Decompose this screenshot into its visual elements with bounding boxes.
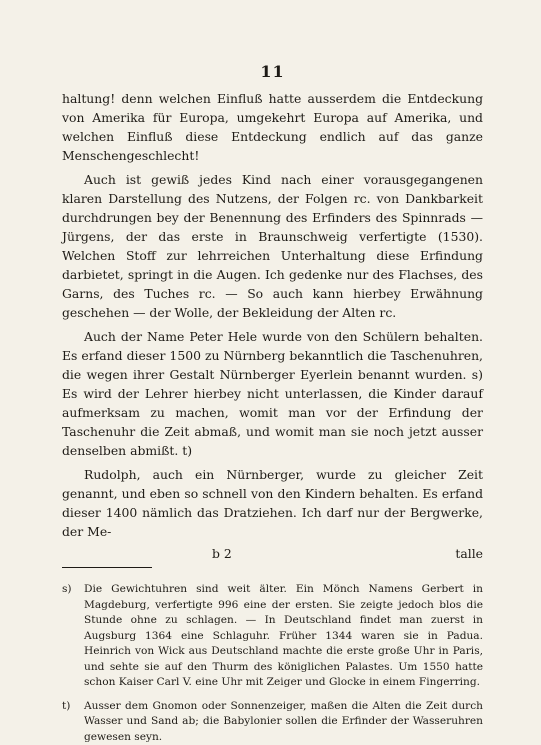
footnote-t — [62, 699, 483, 745]
paragraph-1: haltung! denn welchen Einfluß hatte ausserdem die Entdeckung von Amerika für Europa, umgekehrt Europa auf Amerika, und welchen Einfluß diese Entdeckung endlich auf das ganze Menschengeschlecht! — [62, 89, 483, 165]
footnote-marker: s) — [62, 582, 84, 598]
paragraph-2: Auch ist gewiß jedes Kind nach einer vorausgegangenen klaren Darstellung des Nutzens, der Folgen rc. von Dankbarkeit durchdrungen bey der Benennung des Erfinders des Spinnrads — Jürgens, der das erste in Braunschweig verfertigte (1530). Welchen Stoff zur lehrreichen Unterhaltung diese Erfindung darbietet, springt in die Augen. Ich gedenke nur des Flachses, des Garns, des Tuches rc. — So auch kann hierbey Erwähnung geschehen — der Wolle, der Bekleidung der Alten rc. — [62, 170, 483, 322]
footnote-marker: t) — [62, 699, 84, 715]
footnote-s — [62, 582, 483, 691]
paragraph-3: Auch der Name Peter Hele wurde von den Schülern behalten. Es erfand dieser 1500 zu Nürnberg bekanntlich die Taschenuhren, die wegen ihrer Gestalt Nürnberger Eyerlein benannt wurden. s) Es wird der Lehrer hierbey nicht unterlassen, die Kinder darauf aufmerksam zu machen, womit man vor der Erfindung der Taschenuhr die Zeit abmaß, und womit man sie noch jetzt ausser denselben abmißt. t) — [62, 327, 483, 460]
page-footer-line — [62, 546, 483, 561]
footnote-text: Die Gewichtuhren sind weit älter. Ein Mönch Namens Gerbert in Magdeburg, verfertigte 996 eine der ersten. Sie zeigte jedoch blos die Stunde ohne zu schlagen. — In Deutschland findet man zuerst in Augsburg 1364 eine Schlaguhr. Früher 1344 waren sie in Padua. Heinrich von Wick aus Deutschland machte die erste große Uhr in Paris, und sehte sie auf den Thurm des königlichen Palastes. Um 1550 hatte schon Kaiser Carl V. eine Uhr mit Zeiger und Glocke in einem Fingerring. — [84, 583, 483, 688]
footnote-text: Ausser dem Gnomon oder Sonnenzeiger, maßen die Alten die Zeit durch Wasser und Sand ab; die Babylonier sollen die Erfinder der Wasseruhren gewesen seyn. — [84, 700, 483, 743]
main-text — [62, 89, 483, 541]
paragraph-4: Rudolph, auch ein Nürnberger, wurde zu gleicher Zeit genannt, und eben so schnell von den Kindern behalten. Es erfand dieser 1400 nämlich das Dratziehen. Ich darf nur der Bergwerke, der Me- — [62, 465, 483, 541]
footnotes — [62, 582, 483, 745]
footnote-divider — [62, 567, 152, 568]
catchword: talle — [455, 546, 483, 561]
page-number: 11 — [62, 62, 483, 81]
signature-mark: b 2 — [212, 546, 232, 561]
